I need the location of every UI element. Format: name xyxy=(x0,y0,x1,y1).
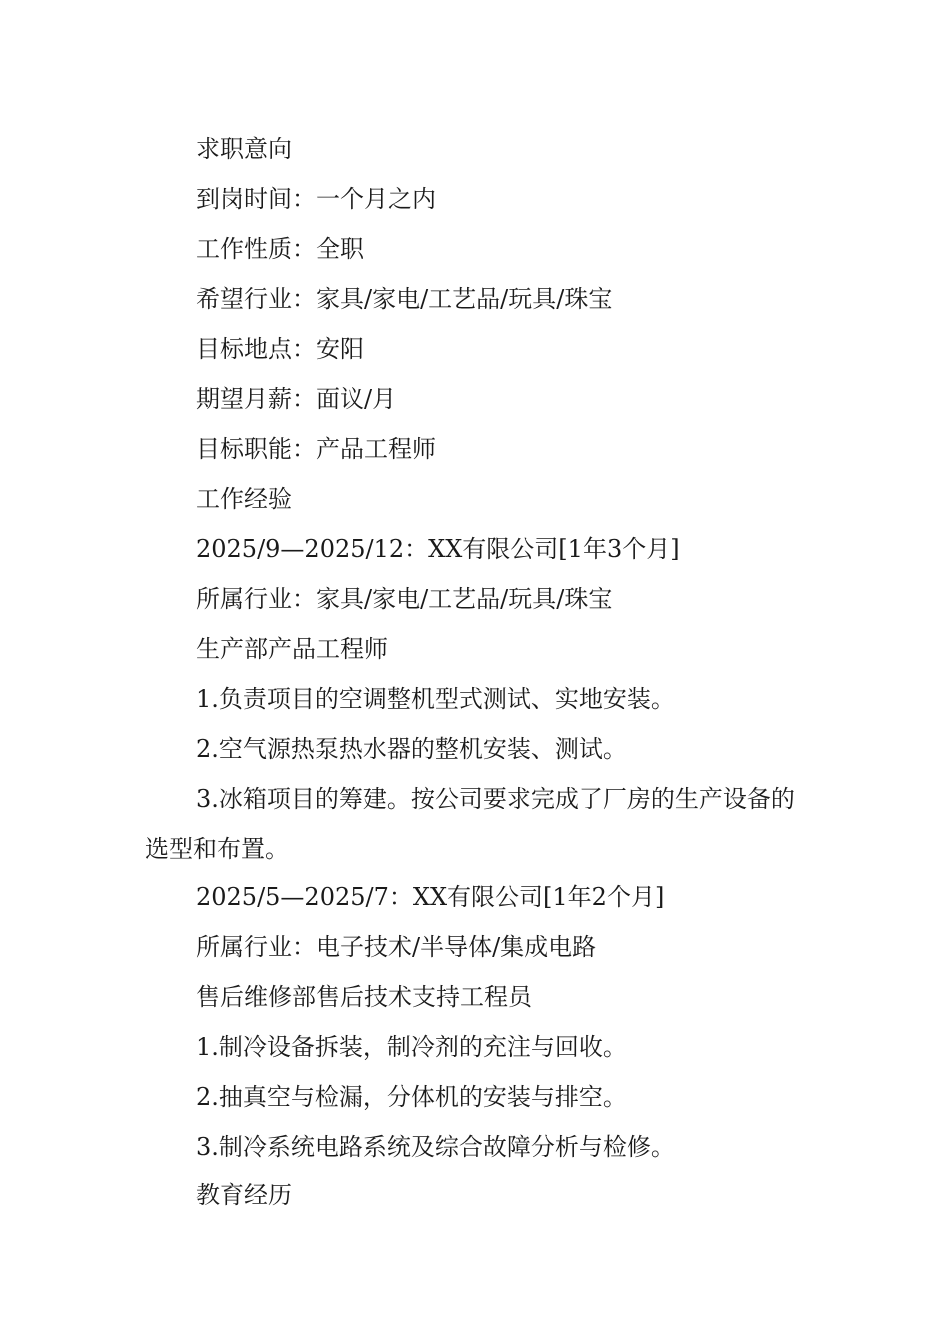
job-type-line: 工作性质：全职 xyxy=(196,235,364,263)
job-2-duty-1: 1.制冷设备拆装，制冷剂的充注与回收。 xyxy=(196,1033,627,1061)
target-location-line: 目标地点：安阳 xyxy=(196,335,364,363)
target-function-line: 目标职能：产品工程师 xyxy=(196,435,436,463)
job-2-title-line: 售后维修部售后技术支持工程员 xyxy=(196,983,532,1011)
job-1-duty-3: 3.冰箱项目的筹建。按公司要求完成了厂房的生产设备的选型和布置。 xyxy=(145,785,795,863)
job-1-duty-1: 1.负责项目的空调整机型式测试、实地安装。 xyxy=(196,685,675,713)
expected-salary-line: 期望月薪：面议/月 xyxy=(196,385,397,413)
job-1-duty-2: 2.空气源热泵热水器的整机安装、测试。 xyxy=(196,735,627,763)
job-2-industry-line: 所属行业：电子技术/半导体/集成电路 xyxy=(196,933,597,961)
job-2-duty-2: 2.抽真空与检漏，分体机的安装与排空。 xyxy=(196,1083,627,1111)
job-1-title-line: 生产部产品工程师 xyxy=(196,635,388,663)
job-1-industry-line: 所属行业：家具/家电/工艺品/玩具/珠宝 xyxy=(196,585,613,613)
arrival-time-line: 到岗时间：一个月之内 xyxy=(196,185,436,213)
desired-industry-line: 希望行业：家具/家电/工艺品/玩具/珠宝 xyxy=(196,285,613,313)
job-2-duty-3: 3.制冷系统电路系统及综合故障分析与检修。 xyxy=(196,1133,675,1161)
section-heading-work-experience: 工作经验 xyxy=(196,485,292,513)
job-2-period-line: 2025/5—2025/7：XX有限公司[1年2个月] xyxy=(196,883,665,911)
job-1-period-line: 2025/9—2025/12：XX有限公司[1年3个月] xyxy=(196,535,680,563)
section-heading-job-intention: 求职意向 xyxy=(196,135,292,163)
section-heading-education: 教育经历 xyxy=(196,1181,292,1209)
